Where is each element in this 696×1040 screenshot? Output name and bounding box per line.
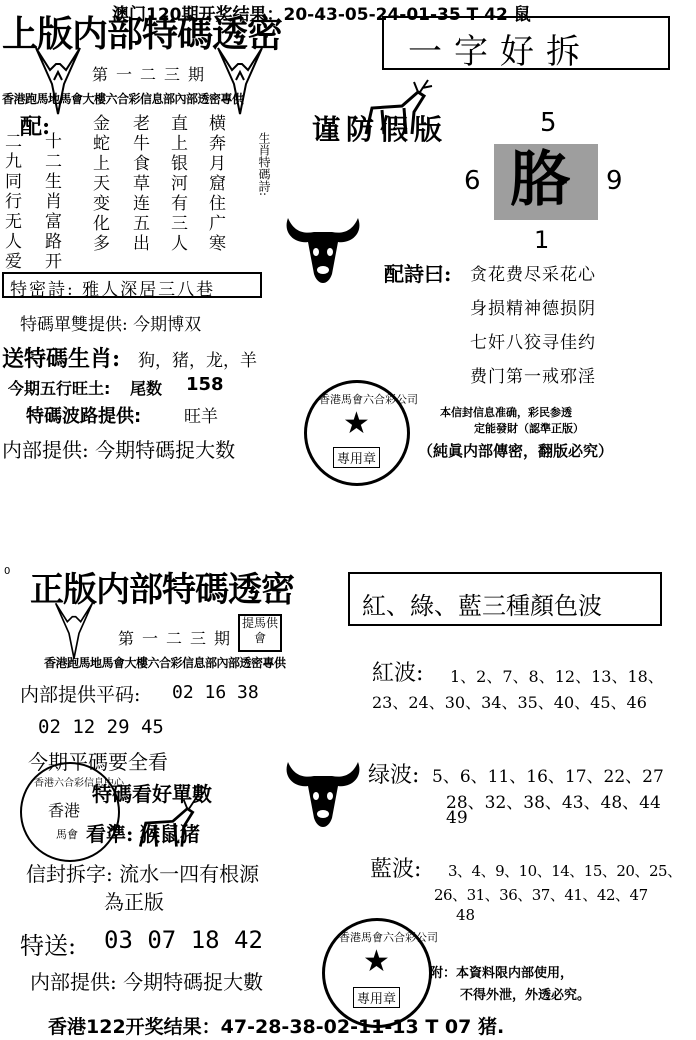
special-nums: 03 07 18 42: [104, 926, 263, 954]
poem-line: 身损精神德损阴: [470, 299, 596, 319]
notice-line: 定能發財（認準正版）: [474, 422, 584, 435]
beware-label: 谨防假版: [312, 113, 449, 146]
issue-label: 第一二三期: [92, 65, 213, 84]
eagle-icon: [44, 600, 104, 660]
secret-poem-box: [2, 272, 262, 298]
pei-label: 配:: [20, 114, 51, 140]
pei-col: 直上银河有三人: [167, 114, 187, 254]
green-wave-nums: 49: [446, 808, 468, 828]
pei-col: 老牛食草连五出: [129, 114, 149, 254]
green-wave-label: 绿波:: [368, 763, 420, 788]
envelope-line: 信封拆字: 流水一四有根源: [26, 862, 260, 886]
poem-label: 配詩曰:: [384, 262, 452, 286]
side-note: 生肖特碼詩:: [257, 132, 271, 197]
deer-icon: [136, 796, 206, 852]
publisher-line: 香港跑馬地馬會大樓六合彩信息部內部透密專供: [2, 92, 244, 106]
wave-value: 旺羊: [184, 407, 218, 427]
secret-poem: 特密詩: 雅人深居三八巷: [10, 280, 216, 300]
pei-col: 金蛇上天变化多: [89, 114, 109, 254]
zodiac-label: 送特碼生肖:: [2, 346, 121, 372]
odd-even-line: 特碼看好單數: [92, 782, 212, 806]
red-wave-nums: 23、24、30、34、35、40、45、46: [372, 693, 647, 712]
stamp-box: 提馬供會: [238, 614, 282, 652]
small-seal: [20, 762, 124, 862]
deer-icon: [362, 78, 438, 140]
seal-text: 香港馬會六合彩公司: [319, 393, 418, 406]
bull-head-icon: [282, 756, 364, 832]
flat-label: 内部提供平码:: [20, 684, 141, 706]
notice-line: 本信封信息准确，彩民参透: [440, 406, 572, 419]
blue-wave-nums: 26、31、36、37、41、42、47: [434, 886, 648, 904]
corner-mark: 0: [4, 566, 11, 577]
seal-text: 香港馬會六合彩公司: [339, 931, 438, 944]
inner-line: 内部提供: 今期特碼捉大数: [2, 438, 236, 462]
page-title: 上版内部特碼透密: [2, 13, 283, 55]
one-char-box: [382, 16, 670, 70]
footer-result: 香港122开奖结果：47-28-38-02-11-13 T 07 猪.: [48, 1016, 505, 1038]
notice-line: 附：本資料限内部使用，: [430, 966, 574, 981]
number-5: 5: [540, 108, 557, 138]
aim-label: 看準:: [86, 822, 134, 846]
inner-line: 内部提供: 今期特碼捉大數: [30, 970, 264, 994]
special-label: 特送:: [20, 932, 77, 960]
waves-title: 紅、綠、藍三種顏色波: [362, 592, 602, 620]
issue-label: 第一二三期: [118, 629, 239, 648]
red-wave-nums: 1、2、7、8、12、13、18、: [450, 667, 664, 686]
red-wave-label: 紅波:: [372, 661, 424, 686]
odd-even-line: 特碼單雙提供: 今期博双: [20, 315, 202, 335]
big-char: 胳: [510, 145, 570, 215]
genuine-note: （純眞内部傳密，翻版必究）: [418, 442, 614, 460]
small-seal-bottom: 馬會: [56, 828, 78, 841]
star-icon: ★: [363, 944, 390, 979]
pei-col: 横奔月窟住广寒: [205, 114, 225, 254]
envelope-line-2: 為正版: [104, 890, 164, 914]
number-1: 1: [534, 226, 550, 254]
number-6: 6: [464, 166, 481, 196]
one-char-title: 一字好拆: [408, 32, 592, 72]
notice-line: 不得外泄，外透必究。: [460, 988, 591, 1003]
poem-line: 七奸八狡寻佳约: [470, 333, 596, 353]
blue-wave-nums: 3、4、9、10、14、15、20、25、: [448, 862, 682, 880]
blue-wave-nums: 48: [456, 906, 476, 924]
seal-bottom: 專用章: [353, 987, 400, 1008]
green-wave-nums: 28、32、38、43、48、44: [446, 793, 661, 813]
seal-stamp: [304, 380, 418, 486]
zodiac-value: 狗，猪，龙，羊: [138, 351, 257, 371]
wuxing-label: 今期五行旺土:: [8, 379, 111, 398]
waves-title-box: [348, 572, 662, 626]
big-char-box: [494, 144, 598, 220]
flat-nums-2: 02 12 29 45: [38, 716, 164, 738]
wave-label: 特碼波路提供:: [26, 406, 142, 427]
section-title: 正版内部特碼透密: [30, 570, 294, 610]
pei-left-col: 二九同行无人爱: [1, 132, 21, 272]
poem-line: 贪花费尽采花心: [470, 265, 596, 285]
pei-left-col: 十二生肖富路开: [41, 132, 61, 272]
wuxing-value: 158: [186, 374, 224, 395]
blue-wave-label: 藍波:: [370, 857, 422, 882]
small-seal-text: 香港六合彩信息中心: [34, 778, 124, 789]
flat-must: 今期平碼要全看: [28, 750, 168, 774]
small-seal-mid: 香港: [48, 801, 81, 820]
header-result: 澳门120期开奖结果：20-43-05-24-01-35 T 42 鼠: [112, 5, 531, 25]
bull-head-icon: [282, 212, 364, 288]
wuxing-mid: 尾数: [130, 379, 163, 398]
number-9: 9: [606, 166, 623, 196]
flat-nums: 02 16 38: [172, 682, 259, 703]
seal-bottom: 專用章: [333, 447, 380, 468]
poem-line: 费门第一戒邪淫: [470, 367, 596, 387]
publisher-line: 香港跑馬地馬會大樓六合彩信息部內部透密專供: [44, 656, 286, 670]
aim-value: 猴鼠猪: [140, 822, 200, 846]
green-wave-nums: 5、6、11、16、17、22、27: [432, 767, 664, 787]
star-icon: ★: [343, 406, 370, 441]
